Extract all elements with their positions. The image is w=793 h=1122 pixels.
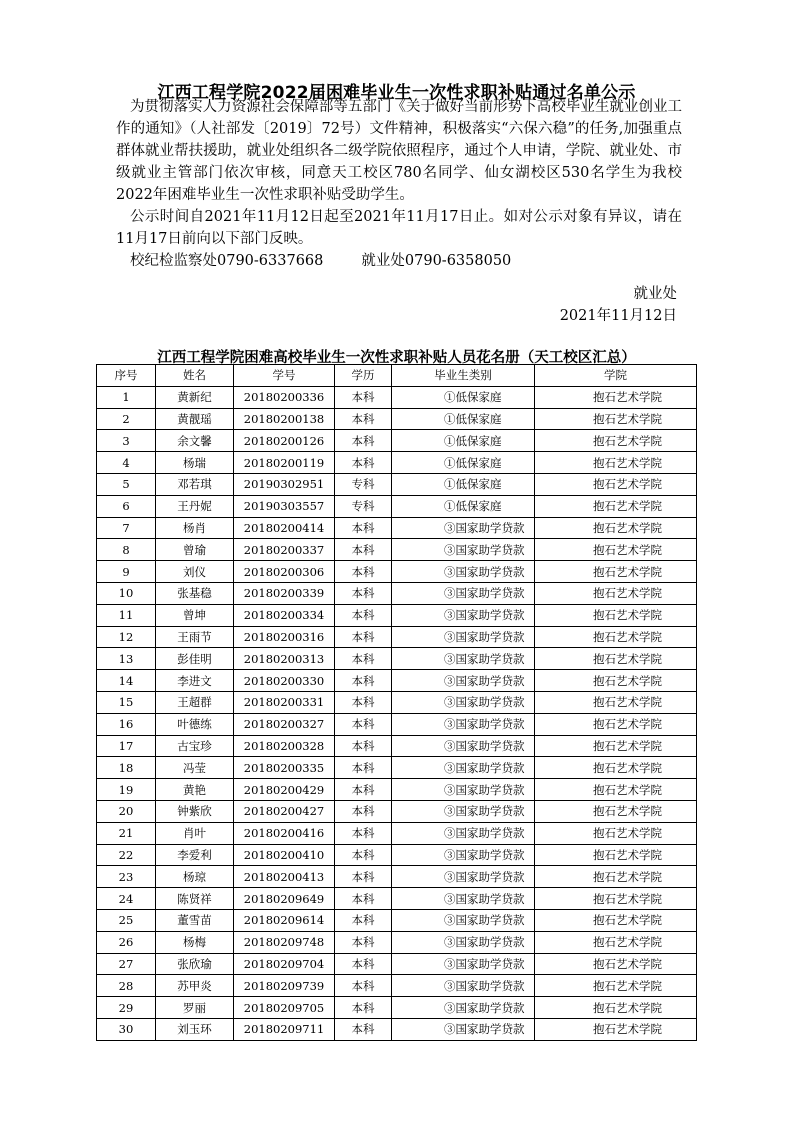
cell-college: 抱石艺术学院 xyxy=(535,473,697,495)
contact-employment-office: 就业处0790-6358050 xyxy=(361,253,512,269)
cell-student-id: 20180200306 xyxy=(234,561,335,583)
cell-degree: 本科 xyxy=(335,539,392,561)
cell-category: ①低保家庭 xyxy=(392,430,535,452)
cell-seq: 25 xyxy=(97,909,156,931)
cell-student-id: 20180209704 xyxy=(234,953,335,975)
table-row xyxy=(97,975,697,997)
cell-category: ③国家助学贷款 xyxy=(392,975,535,997)
cell-student-id: 20180200138 xyxy=(234,408,335,430)
cell-category: ③国家助学贷款 xyxy=(392,713,535,735)
cell-student-id: 20180200336 xyxy=(234,386,335,408)
cell-name: 张欣瑜 xyxy=(156,953,234,975)
cell-degree: 本科 xyxy=(335,430,392,452)
cell-name: 钟紫欣 xyxy=(156,800,234,822)
cell-degree: 专科 xyxy=(335,473,392,495)
contact-discipline-office: 校纪检监察处0790-6337668 xyxy=(130,253,324,269)
cell-category: ③国家助学贷款 xyxy=(392,648,535,670)
cell-seq: 2 xyxy=(97,408,156,430)
cell-seq: 19 xyxy=(97,779,156,801)
cell-seq: 20 xyxy=(97,800,156,822)
cell-college: 抱石艺术学院 xyxy=(535,1018,697,1040)
cell-student-id: 20180200339 xyxy=(234,582,335,604)
cell-college: 抱石艺术学院 xyxy=(535,386,697,408)
cell-student-id: 20180209748 xyxy=(234,931,335,953)
cell-name: 曾坤 xyxy=(156,604,234,626)
cell-degree: 本科 xyxy=(335,713,392,735)
cell-degree: 本科 xyxy=(335,800,392,822)
cell-category: ③国家助学贷款 xyxy=(392,997,535,1019)
cell-college: 抱石艺术学院 xyxy=(535,670,697,692)
header-degree: 学历 xyxy=(335,365,392,387)
cell-name: 张基稳 xyxy=(156,582,234,604)
cell-category: ③国家助学贷款 xyxy=(392,735,535,757)
cell-seq: 21 xyxy=(97,822,156,844)
table-row xyxy=(97,386,697,408)
cell-category: ③国家助学贷款 xyxy=(392,626,535,648)
cell-degree: 本科 xyxy=(335,408,392,430)
cell-name: 董雪苗 xyxy=(156,909,234,931)
cell-degree: 本科 xyxy=(335,386,392,408)
cell-degree: 本科 xyxy=(335,779,392,801)
table-row xyxy=(97,561,697,583)
cell-college: 抱石艺术学院 xyxy=(535,975,697,997)
cell-category: ③国家助学贷款 xyxy=(392,561,535,583)
cell-category: ③国家助学贷款 xyxy=(392,517,535,539)
cell-degree: 本科 xyxy=(335,648,392,670)
cell-seq: 5 xyxy=(97,473,156,495)
header-seq: 序号 xyxy=(97,365,156,387)
cell-student-id: 20180200414 xyxy=(234,517,335,539)
table-row xyxy=(97,452,697,474)
cell-degree: 本科 xyxy=(335,626,392,648)
cell-degree: 本科 xyxy=(335,975,392,997)
cell-student-id: 20180200413 xyxy=(234,866,335,888)
cell-category: ①低保家庭 xyxy=(392,386,535,408)
cell-seq: 3 xyxy=(97,430,156,452)
cell-student-id: 20180200313 xyxy=(234,648,335,670)
cell-name: 杨肖 xyxy=(156,517,234,539)
cell-college: 抱石艺术学院 xyxy=(535,691,697,713)
table-row xyxy=(97,735,697,757)
cell-category: ③国家助学贷款 xyxy=(392,1018,535,1040)
cell-seq: 7 xyxy=(97,517,156,539)
cell-category: ③国家助学贷款 xyxy=(392,539,535,561)
cell-seq: 22 xyxy=(97,844,156,866)
table-row xyxy=(97,408,697,430)
cell-degree: 本科 xyxy=(335,931,392,953)
table-row xyxy=(97,822,697,844)
cell-college: 抱石艺术学院 xyxy=(535,735,697,757)
cell-name: 杨瑞 xyxy=(156,452,234,474)
table-row xyxy=(97,539,697,561)
cell-college: 抱石艺术学院 xyxy=(535,582,697,604)
cell-college: 抱石艺术学院 xyxy=(535,909,697,931)
cell-name: 王超群 xyxy=(156,691,234,713)
table-row xyxy=(97,691,697,713)
cell-name: 刘玉环 xyxy=(156,1018,234,1040)
cell-student-id: 20190303557 xyxy=(234,495,335,517)
cell-seq: 16 xyxy=(97,713,156,735)
cell-name: 陈贤祥 xyxy=(156,888,234,910)
cell-degree: 专科 xyxy=(335,495,392,517)
cell-degree: 本科 xyxy=(335,604,392,626)
cell-student-id: 20180200416 xyxy=(234,822,335,844)
table-title: 江西工程学院困难高校毕业生一次性求职补贴人员花名册（天工校区汇总） xyxy=(157,350,636,366)
cell-degree: 本科 xyxy=(335,691,392,713)
cell-degree: 本科 xyxy=(335,866,392,888)
notice-paragraph-main: 为贯彻落实人力资源社会保障部等五部门《关于做好当前形势下高校毕业生就业创业工作的通知》（人社部发〔2019〕72号）文件精神，积极落实“六保六稳”的任务,加强重点群体就业帮扶援助，就业处组织各二级学院依照程序，通过个人申请，学院、就业处、市级就业主管部门依次审核，同意天工校区780名同学、仙女湖校区530名学生为我校2022年困难毕业生一次性求职补贴受助学生。 xyxy=(116,99,682,203)
cell-college: 抱石艺术学院 xyxy=(535,495,697,517)
contact-line xyxy=(130,250,511,272)
cell-student-id: 20180209705 xyxy=(234,997,335,1019)
cell-category: ①低保家庭 xyxy=(392,495,535,517)
cell-seq: 9 xyxy=(97,561,156,583)
cell-college: 抱石艺术学院 xyxy=(535,604,697,626)
cell-name: 黄新纪 xyxy=(156,386,234,408)
table-row xyxy=(97,1018,697,1040)
cell-seq: 12 xyxy=(97,626,156,648)
cell-degree: 本科 xyxy=(335,517,392,539)
table-row xyxy=(97,866,697,888)
table-row xyxy=(97,495,697,517)
cell-name: 王丹妮 xyxy=(156,495,234,517)
cell-category: ③国家助学贷款 xyxy=(392,888,535,910)
cell-name: 肖叶 xyxy=(156,822,234,844)
cell-student-id: 20180200330 xyxy=(234,670,335,692)
cell-college: 抱石艺术学院 xyxy=(535,539,697,561)
cell-degree: 本科 xyxy=(335,670,392,692)
cell-college: 抱石艺术学院 xyxy=(535,779,697,801)
header-student-id: 学号 xyxy=(234,365,335,387)
cell-student-id: 20180209614 xyxy=(234,909,335,931)
cell-name: 古宝珍 xyxy=(156,735,234,757)
cell-seq: 23 xyxy=(97,866,156,888)
header-college: 学院 xyxy=(535,365,697,387)
cell-college: 抱石艺术学院 xyxy=(535,757,697,779)
cell-student-id: 20180200316 xyxy=(234,626,335,648)
cell-seq: 17 xyxy=(97,735,156,757)
cell-college: 抱石艺术学院 xyxy=(535,822,697,844)
cell-degree: 本科 xyxy=(335,822,392,844)
cell-name: 杨琼 xyxy=(156,866,234,888)
cell-category: ③国家助学贷款 xyxy=(392,779,535,801)
cell-degree: 本科 xyxy=(335,997,392,1019)
cell-student-id: 20180200427 xyxy=(234,800,335,822)
cell-seq: 14 xyxy=(97,670,156,692)
cell-category: ③国家助学贷款 xyxy=(392,844,535,866)
table-row xyxy=(97,626,697,648)
cell-name: 叶德练 xyxy=(156,713,234,735)
cell-category: ③国家助学贷款 xyxy=(392,931,535,953)
cell-category: ③国家助学贷款 xyxy=(392,822,535,844)
cell-category: ③国家助学贷款 xyxy=(392,582,535,604)
cell-category: ①低保家庭 xyxy=(392,452,535,474)
cell-seq: 15 xyxy=(97,691,156,713)
cell-seq: 1 xyxy=(97,386,156,408)
cell-student-id: 20190302951 xyxy=(234,473,335,495)
cell-name: 苏甲炎 xyxy=(156,975,234,997)
cell-college: 抱石艺术学院 xyxy=(535,931,697,953)
cell-student-id: 20180200119 xyxy=(234,452,335,474)
cell-student-id: 20180209711 xyxy=(234,1018,335,1040)
cell-name: 黄艳 xyxy=(156,779,234,801)
cell-name: 李爱利 xyxy=(156,844,234,866)
signoff-date: 2021年11月12日 xyxy=(559,308,677,324)
cell-name: 黄靓瑶 xyxy=(156,408,234,430)
table-header-row xyxy=(97,365,697,387)
table-row xyxy=(97,430,697,452)
cell-college: 抱石艺术学院 xyxy=(535,408,697,430)
table-row xyxy=(97,473,697,495)
cell-student-id: 20180200410 xyxy=(234,844,335,866)
cell-degree: 本科 xyxy=(335,909,392,931)
cell-degree: 本科 xyxy=(335,582,392,604)
cell-college: 抱石艺术学院 xyxy=(535,626,697,648)
cell-student-id: 20180200429 xyxy=(234,779,335,801)
cell-category: ①低保家庭 xyxy=(392,473,535,495)
cell-student-id: 20180209649 xyxy=(234,888,335,910)
cell-student-id: 20180200327 xyxy=(234,713,335,735)
header-name: 姓名 xyxy=(156,365,234,387)
cell-name: 罗丽 xyxy=(156,997,234,1019)
notice-paragraph-period: 公示时间自2021年11月12日起至2021年11月17日止。如对公示对象有异议，请在11月17日前向以下部门反映。 xyxy=(116,209,682,247)
cell-category: ①低保家庭 xyxy=(392,408,535,430)
table-row xyxy=(97,779,697,801)
table-row xyxy=(97,844,697,866)
cell-college: 抱石艺术学院 xyxy=(535,517,697,539)
cell-degree: 本科 xyxy=(335,1018,392,1040)
cell-college: 抱石艺术学院 xyxy=(535,561,697,583)
cell-name: 刘仪 xyxy=(156,561,234,583)
cell-category: ③国家助学贷款 xyxy=(392,800,535,822)
cell-college: 抱石艺术学院 xyxy=(535,452,697,474)
cell-name: 杨梅 xyxy=(156,931,234,953)
cell-degree: 本科 xyxy=(335,953,392,975)
table-row xyxy=(97,517,697,539)
cell-category: ③国家助学贷款 xyxy=(392,691,535,713)
table-row xyxy=(97,909,697,931)
table-row xyxy=(97,670,697,692)
cell-degree: 本科 xyxy=(335,888,392,910)
cell-seq: 8 xyxy=(97,539,156,561)
header-category: 毕业生类别 xyxy=(392,365,535,387)
cell-category: ③国家助学贷款 xyxy=(392,866,535,888)
signoff-unit: 就业处 xyxy=(633,286,677,302)
cell-student-id: 20180200126 xyxy=(234,430,335,452)
table-row xyxy=(97,648,697,670)
table-row xyxy=(97,997,697,1019)
cell-student-id: 20180200328 xyxy=(234,735,335,757)
cell-college: 抱石艺术学院 xyxy=(535,866,697,888)
notice-title: 江西工程学院2022届困难毕业生一次性求职补贴通过名单公示 xyxy=(157,83,636,103)
cell-college: 抱石艺术学院 xyxy=(535,844,697,866)
cell-seq: 11 xyxy=(97,604,156,626)
cell-degree: 本科 xyxy=(335,844,392,866)
cell-degree: 本科 xyxy=(335,757,392,779)
cell-student-id: 20180209739 xyxy=(234,975,335,997)
cell-name: 王雨节 xyxy=(156,626,234,648)
cell-category: ③国家助学贷款 xyxy=(392,604,535,626)
cell-college: 抱石艺术学院 xyxy=(535,648,697,670)
cell-student-id: 20180200334 xyxy=(234,604,335,626)
cell-degree: 本科 xyxy=(335,452,392,474)
cell-degree: 本科 xyxy=(335,561,392,583)
table-row xyxy=(97,757,697,779)
cell-college: 抱石艺术学院 xyxy=(535,953,697,975)
cell-college: 抱石艺术学院 xyxy=(535,888,697,910)
cell-seq: 29 xyxy=(97,997,156,1019)
cell-seq: 24 xyxy=(97,888,156,910)
table-row xyxy=(97,931,697,953)
table-row xyxy=(97,953,697,975)
cell-name: 冯莹 xyxy=(156,757,234,779)
cell-category: ③国家助学贷款 xyxy=(392,670,535,692)
cell-seq: 6 xyxy=(97,495,156,517)
cell-college: 抱石艺术学院 xyxy=(535,430,697,452)
cell-seq: 4 xyxy=(97,452,156,474)
cell-seq: 30 xyxy=(97,1018,156,1040)
cell-college: 抱石艺术学院 xyxy=(535,800,697,822)
cell-student-id: 20180200337 xyxy=(234,539,335,561)
cell-seq: 28 xyxy=(97,975,156,997)
cell-college: 抱石艺术学院 xyxy=(535,997,697,1019)
cell-name: 余文馨 xyxy=(156,430,234,452)
table-row xyxy=(97,582,697,604)
cell-name: 邓若琪 xyxy=(156,473,234,495)
cell-seq: 10 xyxy=(97,582,156,604)
cell-seq: 26 xyxy=(97,931,156,953)
cell-name: 曾瑜 xyxy=(156,539,234,561)
table-row xyxy=(97,888,697,910)
cell-college: 抱石艺术学院 xyxy=(535,713,697,735)
cell-category: ③国家助学贷款 xyxy=(392,953,535,975)
cell-seq: 13 xyxy=(97,648,156,670)
cell-seq: 18 xyxy=(97,757,156,779)
table-row xyxy=(97,713,697,735)
table-row xyxy=(97,800,697,822)
table-row xyxy=(97,604,697,626)
cell-student-id: 20180200335 xyxy=(234,757,335,779)
cell-name: 彭佳明 xyxy=(156,648,234,670)
cell-student-id: 20180200331 xyxy=(234,691,335,713)
cell-seq: 27 xyxy=(97,953,156,975)
cell-name: 李进文 xyxy=(156,670,234,692)
cell-category: ③国家助学贷款 xyxy=(392,909,535,931)
cell-category: ③国家助学贷款 xyxy=(392,757,535,779)
cell-degree: 本科 xyxy=(335,735,392,757)
roster-table xyxy=(96,364,697,1041)
